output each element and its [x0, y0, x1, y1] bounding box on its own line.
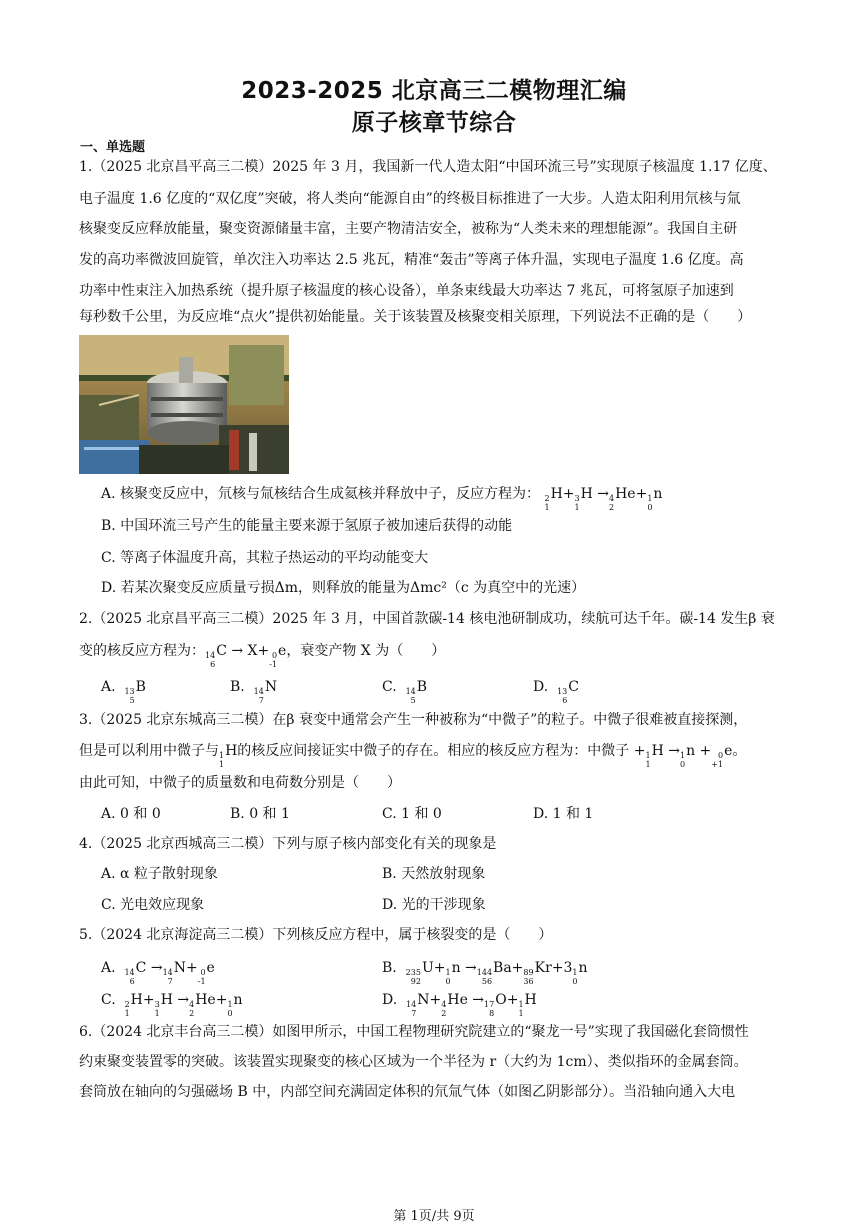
- q5-option-b-label: B.: [382, 960, 397, 976]
- q5-option-c: C. 2 1H+3 1H →4 2He+1 0n: [101, 992, 243, 1018]
- q6-line-3: 套筒放在轴向的匀强磁场 B 中，内部空间充满固定体积的氘氚气体（如图乙阴影部分）。当沿轴向通入大电: [79, 1084, 736, 1100]
- q2-option-c-label: C.: [382, 679, 397, 695]
- q2-option-b: B. 14 7N: [230, 679, 278, 705]
- q5-option-a: A. 14 6C →14 7N+ 0 -1e: [101, 960, 215, 986]
- q3-option-b: B. 0 和 1: [230, 806, 290, 822]
- q6-line-1: 6.（2024 北京丰台高三二模）如图甲所示，中国工程物理研究院建立的“聚龙一号”实现了我国磁化套筒惯性: [79, 1024, 749, 1040]
- q1-option-a: [101, 484, 662, 512]
- section-heading: 一、单选题: [80, 140, 146, 155]
- q3-line-2: 但是可以利用中微子与1 1H的核反应间接证实中微子的存在。相应的核反应方程为：中微子 +1 1H →1 0n + 0 +1e。: [79, 743, 747, 769]
- q2-option-d: D. 13 6C: [533, 679, 579, 705]
- q2-option-b-label: B.: [230, 679, 245, 695]
- q1-line-5: 功率中性束注入加热系统（提升原子核温度的核心设备），单条束线最大功率达 7 兆瓦，可将氢原子加速到: [79, 283, 734, 299]
- q2-option-d-element: C: [568, 679, 579, 695]
- q1-option-b: B. 中国环流三号产生的能量主要来源于氢原子被加速后获得的动能: [101, 518, 513, 534]
- q3-line-1: 3.（2025 北京东城高三二模）在β 衰变中通常会产生一种被称为“中微子”的粒子。中微子很难被直接探测，: [79, 712, 748, 728]
- q3-option-d: D. 1 和 1: [533, 806, 594, 822]
- document-subtitle: 原子核章节综合: [351, 110, 517, 136]
- q1-line-1: 1.（2025 北京昌平高三二模）2025 年 3 月，我国新一代人造太阳“中国环流三号”实现原子核温度 1.17 亿度、: [79, 159, 777, 175]
- q2-line-2: [79, 641, 791, 669]
- q1-option-a-equation: 2 1H+3 1H →4 2He+1 0n: [544, 486, 663, 512]
- q2-option-b-element: N: [264, 679, 278, 695]
- q4-option-a: A. α 粒子散射现象: [101, 866, 218, 882]
- page-footer: 第 1页/共 9页: [393, 1209, 475, 1224]
- document-title: 2023-2025 北京高三二模物理汇编: [241, 78, 627, 104]
- q3-line-3: 由此可知，中微子的质量数和电荷数分别是（ ）: [79, 775, 401, 791]
- q5-option-d: D. 14 7N+4 2He →17 8O+1 1H: [382, 992, 537, 1018]
- q1-option-c: C. 等离子体温度升高，其粒子热运动的平均动能变大: [101, 550, 429, 566]
- q5-option-a-label: A.: [101, 960, 116, 976]
- q6-line-2: 约束聚变装置零的突破。该装置实现聚变的核心区域为一个半径为 r（大约为 1cm）、类似指环的金属套筒。: [79, 1054, 748, 1070]
- q1-line-4: 发的高功率微波回旋管，单次注入功率达 2.5 兆瓦，精准“轰击”等离子体升温，实现电子温度 1.6 亿度。高: [79, 252, 744, 268]
- q4-stem: 4.（2025 北京西城高三二模）下列与原子核内部变化有关的现象是: [79, 836, 497, 852]
- q3-equation: 1 1H →1 0n + 0 +1e。: [645, 743, 747, 769]
- q2-option-d-label: D.: [533, 679, 549, 695]
- q4-option-b: B. 天然放射现象: [382, 866, 486, 882]
- q4-option-d: D. 光的干涉现象: [382, 897, 486, 913]
- q2-line-2-text: 变的核反应方程为：: [79, 643, 205, 659]
- q1-line-3: 核聚变反应释放能量，聚变资源储量丰富，主要产物清洁安全，被称为“人类未来的理想能源”。我国自主研: [79, 221, 738, 237]
- q3-line-2-text: 但是可以利用中微子与: [79, 743, 219, 759]
- q2-equation: 14 6C → X+ 0 -1e: [205, 643, 287, 669]
- q2-option-a-label: A.: [101, 679, 116, 695]
- q3-line-2-tail: H的核反应间接证实中微子的存在。相应的核反应方程为：中微子 +: [225, 743, 646, 759]
- q2-line-1: 2.（2025 北京昌平高三二模）2025 年 3 月，中国首款碳-14 核电池研制成功，续航可达千年。碳-14 发生β 衰: [79, 611, 775, 627]
- q2-option-a-element: B: [135, 679, 146, 695]
- q2-option-c-element: B: [416, 679, 428, 695]
- q5-option-c-label: C.: [101, 992, 116, 1008]
- q5-option-b: B. 235 92U+1 0n →144 56Ba+89 36Kr+31 0n: [382, 960, 588, 986]
- q3-option-a: A. 0 和 0: [101, 806, 161, 822]
- q2-option-a: A. 13 5B: [101, 679, 146, 705]
- q2-option-c: C. 14 5B: [382, 679, 428, 705]
- q1-line-6: 每秒数千公里，为反应堆“点火”提供初始能量。关于该装置及核聚变相关原理，下列说法不正确的是（ ）: [79, 309, 752, 325]
- q2-line-2-tail: ，衰变产物 X 为（ ）: [286, 643, 446, 659]
- q1-line-2: 电子温度 1.6 亿度的“双亿度”突破，将人类向“能源自由”的终极目标推进了一大步。人造太阳利用氘核与氚: [79, 191, 741, 207]
- q5-option-d-label: D.: [382, 992, 398, 1008]
- q4-option-c: C. 光电效应现象: [101, 897, 205, 913]
- q5-stem: 5.（2024 北京海淀高三二模）下列核反应方程中，属于核裂变的是（ ）: [79, 927, 553, 943]
- q3-option-c: C. 1 和 0: [382, 806, 442, 822]
- q1-option-d: D. 若某次聚变反应质量亏损Δm，则释放的能量为Δmc²（c 为真空中的光速）: [101, 580, 586, 596]
- tokamak-photo: [79, 335, 289, 474]
- q1-option-a-text: A. 核聚变反应中，氘核与氚核结合生成氦核并释放中子，反应方程为：: [101, 486, 541, 502]
